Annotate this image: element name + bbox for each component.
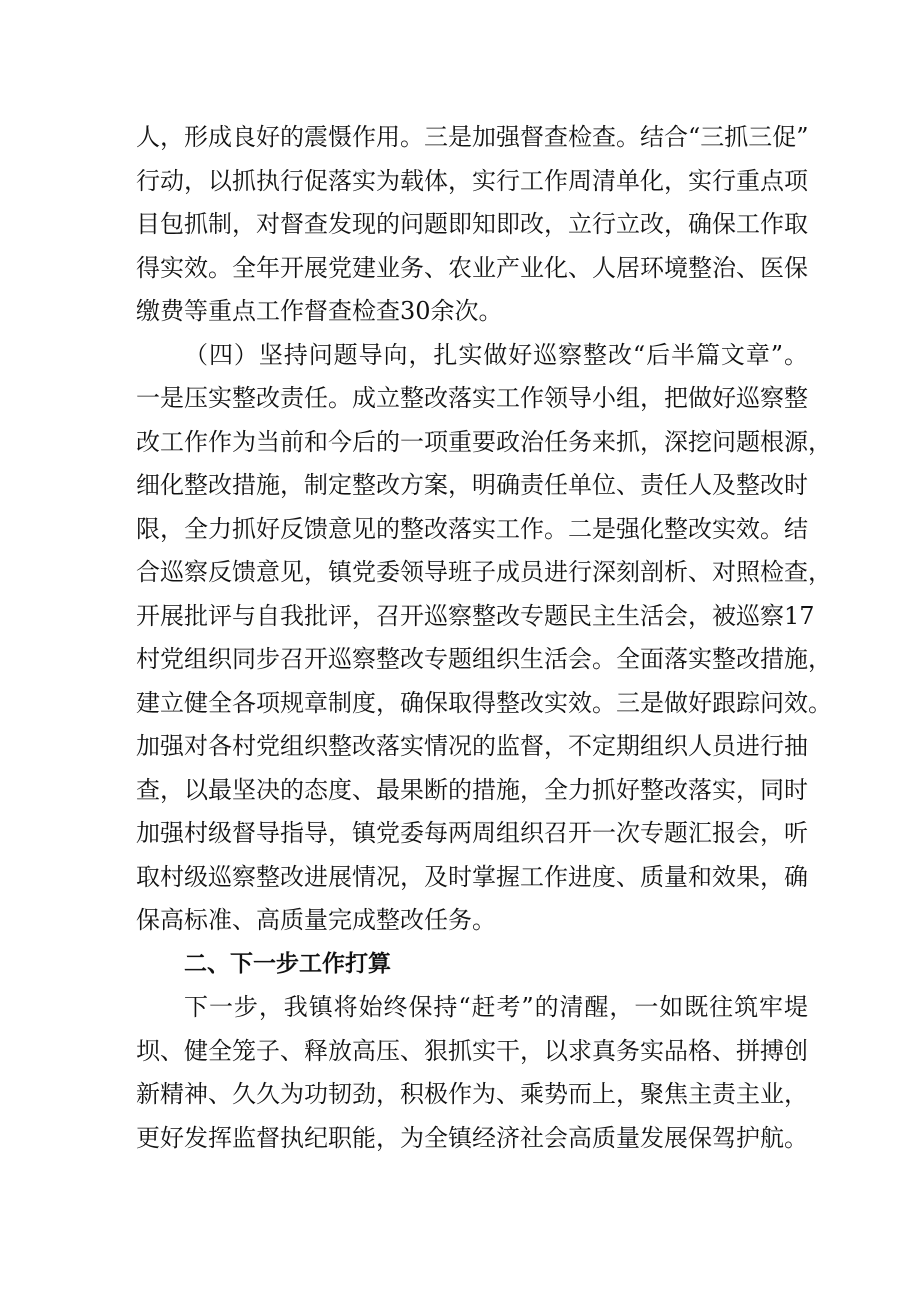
text-line: 取村级巡察整改进展情况，及时掌握工作进度、质量和效果，确 <box>136 862 808 891</box>
text-line: 得实效。全年开展党建业务、农业产业化、人居环境整治、医保 <box>136 253 808 282</box>
text-line: 改工作作为当前和今后的一项重要政治任务来抓，深挖问题根源， <box>136 427 832 456</box>
text-line: 缴费等重点工作督查检查30余次。 <box>136 297 503 325</box>
text-line: （四）坚持问题导向，扎实做好巡察整改“后半篇文章”。 <box>184 340 808 369</box>
heading-text: 二、下一步工作打算 <box>184 950 391 977</box>
text-line: 加强对各村党组织整改落实情况的监督，不定期组织人员进行抽 <box>136 732 808 760</box>
text-line: 坝、健全笼子、释放高压、狠抓实干，以求真务实品格、拼搏创 <box>136 1036 808 1065</box>
text-line: 保高标准、高质量完成整改任务。 <box>136 906 496 934</box>
text-line: 查，以最坚决的态度、最果断的措施，全力抓好整改落实，同时 <box>136 775 808 804</box>
text-line: 目包抓制，对督查发现的问题即知即改，立行立改，确保工作取 <box>136 210 808 238</box>
text-line: 下一步，我镇将始终保持“赶考”的清醒，一如既往筑牢堤 <box>184 993 808 1021</box>
text-line: 合巡察反馈意见，镇党委领导班子成员进行深刻剖析、对照检查， <box>136 558 832 586</box>
paragraph-inspection-rectification <box>136 334 832 943</box>
text-line: 建立健全各项规章制度，确保取得整改实效。三是做好跟踪问效。 <box>136 688 832 717</box>
document-body <box>136 116 832 1160</box>
text-line: 开展批评与自我批评，召开巡察整改专题民主生活会，被巡察17 <box>136 601 815 630</box>
paragraph-next-steps <box>136 986 808 1160</box>
paragraph-supervision-inspection <box>136 116 808 334</box>
section-heading <box>136 943 808 987</box>
text-line: 加强村级督导指导，镇党委每两周组织召开一次专题汇报会，听 <box>136 819 808 847</box>
text-line: 新精神、久久为功韧劲，积极作为、乘势而上，聚焦主责主业， <box>136 1080 808 1108</box>
text-line: 限，全力抓好反馈意见的整改落实工作。二是强化整改实效。结 <box>136 514 808 543</box>
text-line: 更好发挥监督执纪职能，为全镇经济社会高质量发展保驾护航。 <box>136 1123 808 1152</box>
text-line: 行动，以抓执行促落实为载体，实行工作周清单化，实行重点项 <box>136 166 808 195</box>
text-line: 人，形成良好的震慑作用。三是加强督查检查。结合“三抓三促” <box>136 123 809 151</box>
text-line: 村党组织同步召开巡察整改专题组织生活会。全面落实整改措施， <box>136 645 832 673</box>
text-line: 一是压实整改责任。成立整改落实工作领导小组，把做好巡察整 <box>136 384 808 412</box>
text-line: 细化整改措施，制定整改方案，明确责任单位、责任人及整改时 <box>136 471 808 499</box>
